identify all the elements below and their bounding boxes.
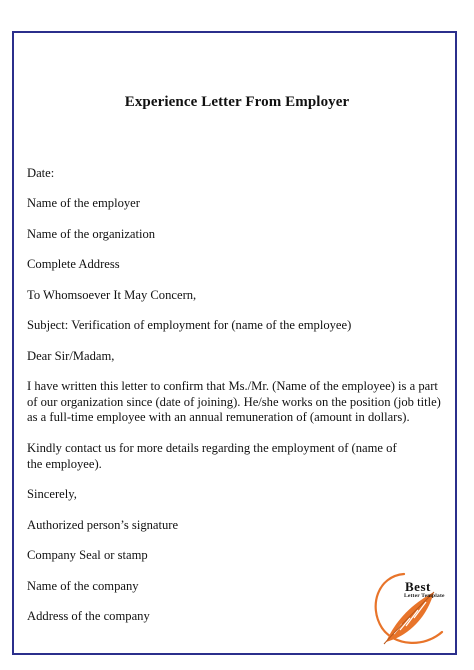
salutation: Dear Sir/Madam,	[27, 349, 115, 363]
body-paragraph-1-line: I have written this letter to confirm that Ms./Mr. (Name of the employee) is a part	[27, 379, 438, 393]
logo-sub-text: Letter Template	[404, 593, 445, 599]
closing: Sincerely,	[27, 487, 77, 501]
body-paragraph-2-line: the employee).	[27, 456, 102, 471]
subject-line: Subject: Verification of employment for (name of the employee)	[27, 318, 352, 332]
body-paragraph-1	[27, 379, 457, 426]
body-paragraph-1-line: of our organization since (date of joining). He/she works on the position (job title)	[27, 394, 441, 409]
organization-name: Name of the organization	[27, 227, 156, 241]
body-paragraph-2-line: Kindly contact us for more details regarding the employment of (name of	[27, 441, 397, 455]
date-label: Date:	[27, 166, 55, 180]
seal-line: Company Seal or stamp	[27, 548, 148, 562]
body-paragraph-1-line: as a full-time employee with an annual remuneration of (amount in dollars).	[27, 410, 410, 424]
logo-best-text: Best	[405, 579, 431, 594]
complete-address: Complete Address	[27, 257, 120, 271]
body-paragraph-2	[27, 441, 457, 472]
company-address: Address of the company	[27, 609, 150, 623]
signature-line: Authorized person’s signature	[27, 518, 179, 532]
letter-title: Experience Letter From Employer	[124, 94, 350, 110]
salutation-general: To Whomsoever It May Concern,	[27, 288, 197, 302]
company-name: Name of the company	[27, 579, 139, 593]
employer-name: Name of the employer	[27, 196, 140, 210]
